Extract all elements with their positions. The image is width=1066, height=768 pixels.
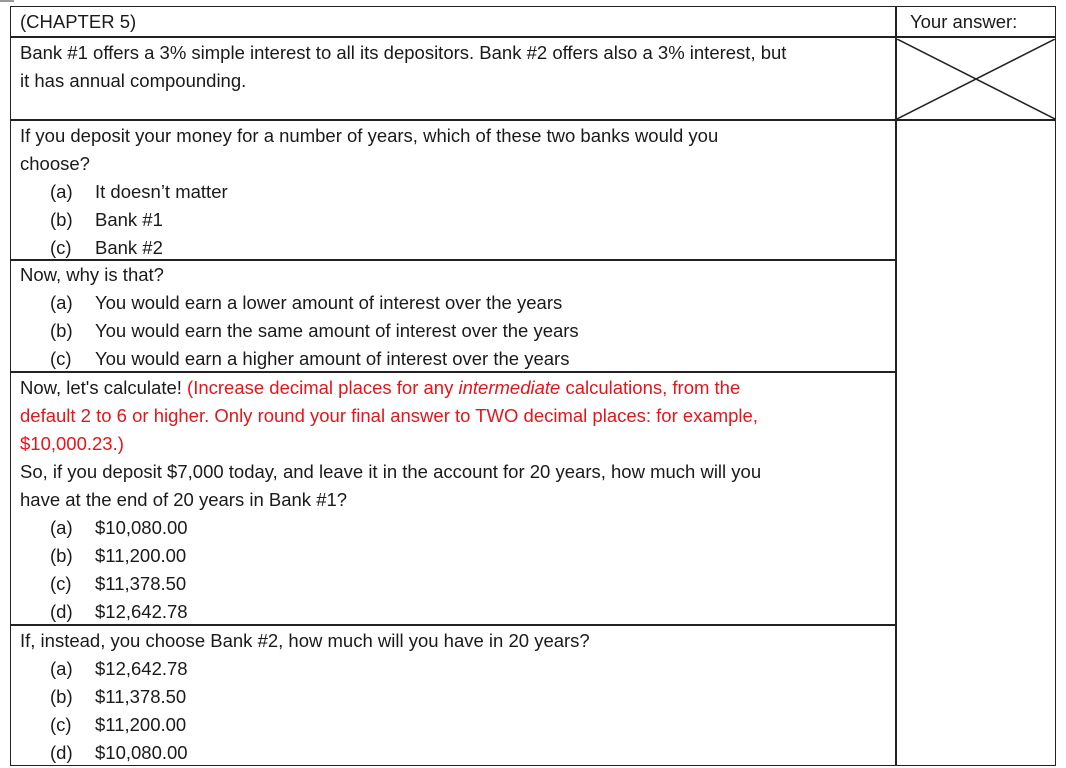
- question-3-lead: Now, let's calculate!: [20, 377, 188, 398]
- rounding-note-part-2: calculations, from the: [560, 377, 741, 398]
- question-4-line-1: If, instead, you choose Bank #2, how much will you have in 20 years?: [20, 630, 590, 651]
- option-letter: (c): [50, 714, 72, 735]
- q4-option-c[interactable]: [20, 711, 890, 739]
- option-letter: (a): [50, 292, 73, 313]
- option-letter: (b): [50, 209, 73, 230]
- intro-text: [20, 39, 890, 95]
- q4-option-b[interactable]: [20, 683, 890, 711]
- rounding-note-part-1: (Increase decimal places for any: [187, 377, 459, 398]
- answer-column-label: Your answer:: [910, 11, 1018, 32]
- option-letter: (a): [50, 181, 73, 202]
- question-3-note-line-1: [20, 374, 890, 402]
- row-divider-intro-full: [10, 119, 1056, 121]
- question-2: [20, 261, 890, 373]
- rounding-note-italic: intermediate: [458, 377, 561, 398]
- chapter-heading: [20, 8, 890, 36]
- option-letter: (d): [50, 742, 73, 763]
- option-letter: (a): [50, 517, 73, 538]
- question-3-line-1: So, if you deposit $7,000 today, and leave it in the account for 20 years, how much will you: [20, 461, 762, 482]
- q3-option-a[interactable]: [20, 514, 890, 542]
- option-text: Bank #2: [95, 237, 163, 258]
- option-text: $11,200.00: [95, 545, 187, 566]
- option-text: $12,642.78: [95, 658, 188, 679]
- option-text: $11,378.50: [95, 686, 187, 707]
- q2-option-a[interactable]: [20, 289, 890, 317]
- chapter-label: (CHAPTER 5): [20, 11, 137, 32]
- option-text: $12,642.78: [95, 601, 188, 622]
- q3-option-b[interactable]: [20, 542, 890, 570]
- question-3-line-2: have at the end of 20 years in Bank #1?: [20, 489, 348, 510]
- q4-option-a[interactable]: [20, 655, 890, 683]
- question-3: [20, 374, 890, 626]
- q3-option-c[interactable]: [20, 570, 890, 598]
- rounding-note-line-2: default 2 to 6 or higher. Only round your final answer to TWO decimal places: for example,: [20, 405, 758, 426]
- x-cross-icon: [897, 39, 1055, 119]
- option-letter: (b): [50, 320, 73, 341]
- option-text: Bank #1: [95, 209, 163, 230]
- row-divider-header: [10, 36, 1056, 38]
- option-letter: (b): [50, 545, 73, 566]
- option-text: You would earn a higher amount of interest over the years: [95, 348, 570, 369]
- intro-line-2: it has annual compounding.: [20, 70, 247, 91]
- q3-option-d[interactable]: [20, 598, 890, 626]
- q2-option-b[interactable]: [20, 317, 890, 345]
- rounding-note: [187, 377, 740, 398]
- q1-option-a[interactable]: [20, 178, 890, 206]
- option-text: You would earn a lower amount of interest over the years: [95, 292, 563, 313]
- question-1-line-2: choose?: [20, 153, 90, 174]
- question-1-line-1: If you deposit your money for a number of years, which of these two banks would you: [20, 125, 719, 146]
- rounding-note-line-3: $10,000.23.): [20, 433, 124, 454]
- intro-line-1: Bank #1 offers a 3% simple interest to all its depositors. Bank #2 offers also a 3% interest, but: [20, 42, 787, 63]
- option-text: $11,200.00: [95, 714, 187, 735]
- page-corner-mark: [0, 0, 14, 2]
- option-text: $10,080.00: [95, 517, 188, 538]
- option-text: $11,378.50: [95, 573, 187, 594]
- question-2-line-1: Now, why is that?: [20, 264, 164, 285]
- question-4: [20, 627, 890, 767]
- option-letter: (a): [50, 658, 73, 679]
- option-letter: (c): [50, 348, 72, 369]
- q1-option-b[interactable]: [20, 206, 890, 234]
- q4-option-d[interactable]: [20, 739, 890, 767]
- option-text: $10,080.00: [95, 742, 188, 763]
- option-letter: (d): [50, 601, 73, 622]
- option-letter: (c): [50, 237, 72, 258]
- option-text: You would earn the same amount of interest over the years: [95, 320, 579, 341]
- question-1: [20, 122, 890, 262]
- option-letter: (b): [50, 686, 73, 707]
- option-letter: (c): [50, 573, 72, 594]
- q2-option-c[interactable]: [20, 345, 890, 373]
- option-text: It doesn’t matter: [95, 181, 228, 202]
- q1-option-c[interactable]: [20, 234, 890, 262]
